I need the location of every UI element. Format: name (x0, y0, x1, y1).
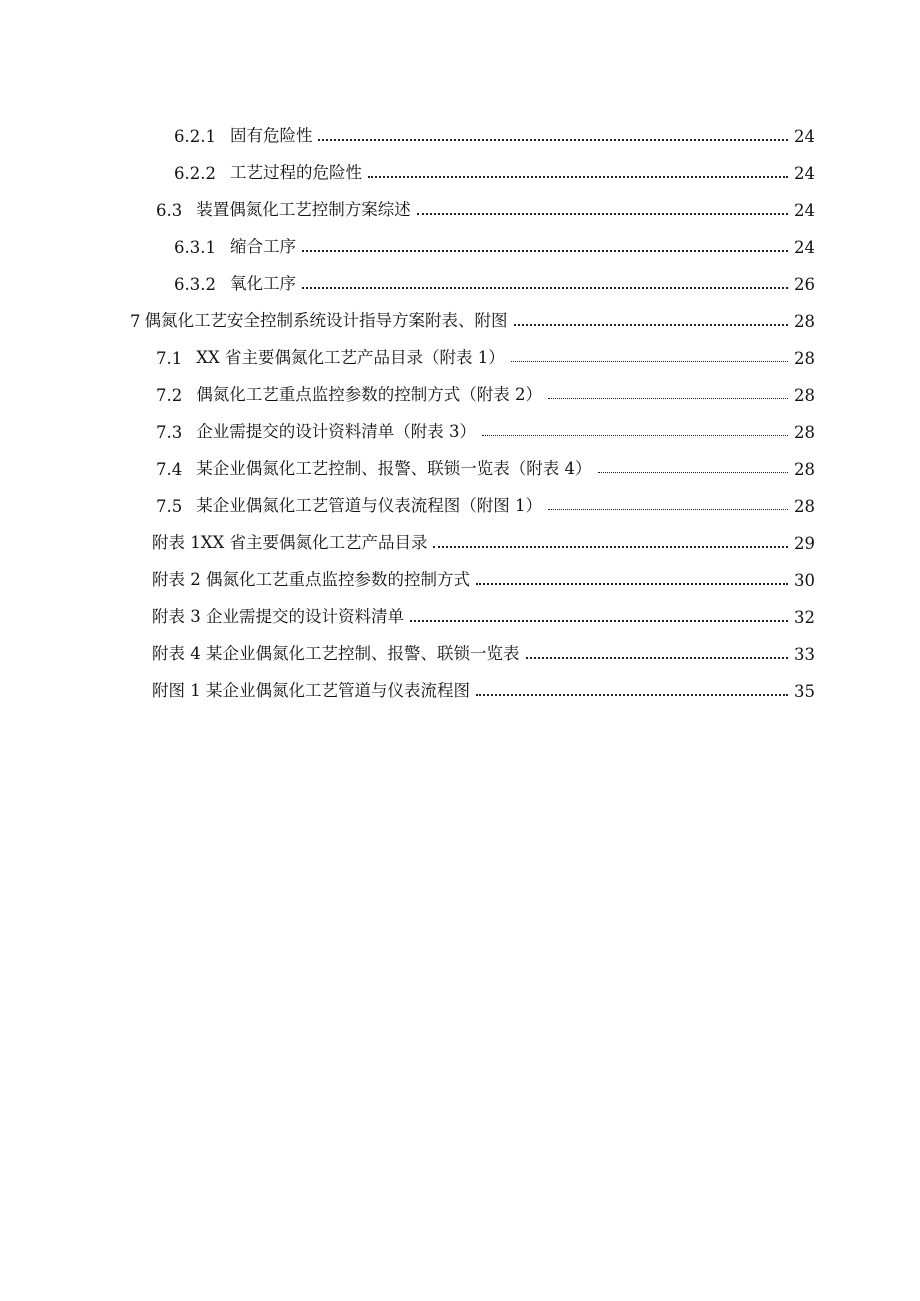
dot-leader (368, 176, 788, 178)
toc-entry-page: 24 (794, 201, 815, 220)
toc-entry-title: 附图 1 某企业偶氮化工艺管道与仪表流程图 (152, 681, 470, 700)
dot-leader (548, 398, 788, 399)
toc-entry-title: 某企业偶氮化工艺控制、报警、联锁一览表（附表 4） (196, 459, 592, 478)
toc-entry-number: 7.5 (156, 497, 183, 516)
toc-entry-number: 6.2.1 (174, 127, 216, 146)
toc-entry (156, 416, 815, 442)
toc-entry (152, 638, 815, 664)
toc-entry-title: 缩合工序 (229, 237, 296, 256)
toc-entry-number: 7.1 (156, 349, 183, 368)
toc-entry (156, 490, 815, 516)
toc-entry-page: 29 (794, 534, 815, 553)
toc-entry-page: 35 (794, 682, 815, 701)
toc-entry-number: 7 (130, 312, 141, 331)
toc-entry (156, 379, 815, 405)
dot-leader (511, 361, 788, 362)
toc-entry-number: 7.4 (156, 460, 183, 479)
toc-entry-number: 7.2 (156, 386, 183, 405)
dot-leader (598, 472, 789, 473)
toc-entry (174, 120, 815, 146)
toc-entry (174, 157, 815, 183)
toc-entry-title: 固有危险性 (229, 126, 313, 145)
toc-entry (174, 268, 815, 294)
dot-leader (318, 139, 788, 141)
dot-leader (548, 509, 788, 510)
toc-entry (152, 564, 815, 590)
dot-leader (302, 287, 788, 289)
toc-entry-page: 24 (794, 164, 815, 183)
dot-leader (526, 657, 789, 659)
toc-entry-title: 装置偶氮化工艺控制方案综述 (196, 200, 411, 219)
dot-leader (514, 324, 789, 326)
toc-entry-page: 28 (794, 497, 815, 516)
toc-entry (156, 342, 815, 368)
toc-entry-title: 偶氮化工艺安全控制系统设计指导方案附表、附图 (144, 311, 508, 330)
toc-entry-page: 28 (794, 460, 815, 479)
toc-entry-page: 24 (794, 238, 815, 257)
toc-entry-page: 28 (794, 312, 815, 331)
toc-entry-title: 工艺过程的危险性 (229, 163, 362, 182)
toc-entry-page: 32 (794, 608, 815, 627)
toc-entry-title: 某企业偶氮化工艺管道与仪表流程图（附图 1） (196, 496, 542, 515)
toc-entry (152, 601, 815, 627)
toc-entry-number: 6.3 (156, 201, 183, 220)
dot-leader (417, 213, 788, 215)
toc-entry-title: 附表 2 偶氮化工艺重点监控参数的控制方式 (152, 570, 470, 589)
toc-entry-page: 26 (794, 275, 815, 294)
toc-entry-page: 28 (794, 423, 815, 442)
toc-entry-number: 6.3.2 (174, 275, 216, 294)
toc-entry (130, 305, 815, 331)
toc-entry-number: 6.2.2 (174, 164, 216, 183)
dot-leader (476, 583, 788, 585)
toc-entry-page: 28 (794, 386, 815, 405)
toc-entry (156, 194, 815, 220)
toc-entry (174, 231, 815, 257)
toc-entry-page: 33 (794, 645, 815, 664)
toc-entry-title: 企业需提交的设计资料清单（附表 3） (196, 422, 476, 441)
toc-entry-title: 偶氮化工艺重点监控参数的控制方式（附表 2） (196, 385, 542, 404)
toc-entry (152, 527, 815, 553)
toc-entry-number: 7.3 (156, 423, 183, 442)
toc-entry-title: 附表 4 某企业偶氮化工艺控制、报警、联锁一览表 (152, 644, 520, 663)
dot-leader (302, 250, 788, 252)
toc-entry (156, 453, 815, 479)
dot-leader (433, 546, 788, 548)
toc-entry-title: 附表 1XX 省主要偶氮化工艺产品目录 (152, 533, 428, 552)
dot-leader (482, 435, 788, 436)
toc-entry-page: 30 (794, 571, 815, 590)
toc-entry-page: 28 (794, 349, 815, 368)
toc-entry-number: 6.3.1 (174, 238, 216, 257)
toc-entry-title: 氧化工序 (229, 274, 296, 293)
dot-leader (476, 694, 788, 696)
dot-leader (410, 620, 788, 622)
toc-entry-title: XX 省主要偶氮化工艺产品目录（附表 1） (196, 348, 505, 367)
toc-entry-page: 24 (794, 127, 815, 146)
toc-entry-title: 附表 3 企业需提交的设计资料清单 (152, 607, 404, 626)
toc-entry (152, 675, 815, 701)
